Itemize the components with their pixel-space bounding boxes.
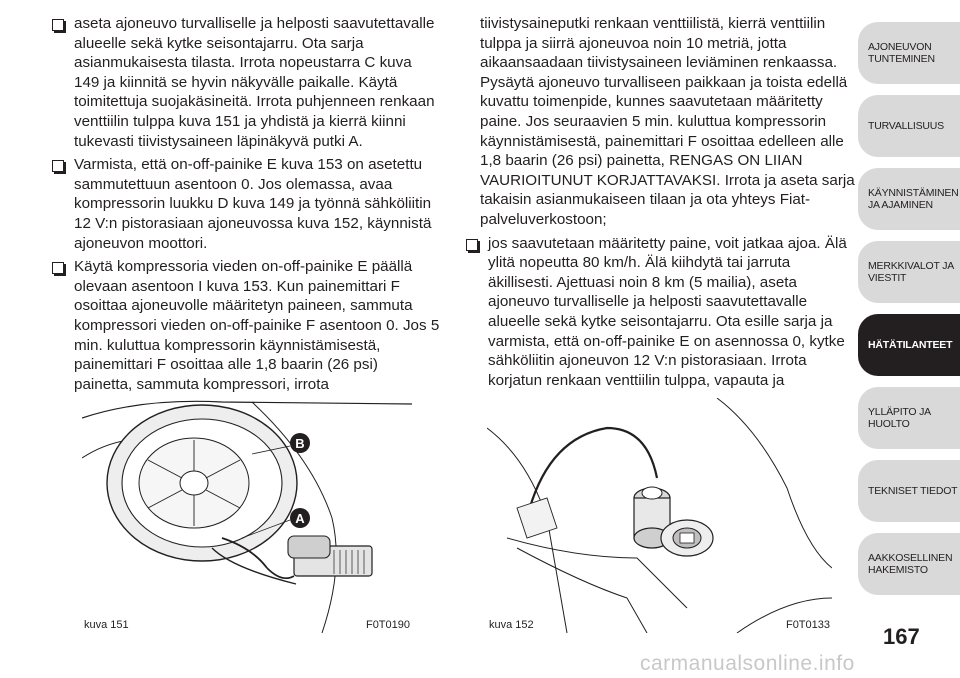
bullet-text: Varmista, että on-off-painike E kuva 153 on asetettu sammutettuun asentoon 0. Jos olemassa, avaa kompressorin luukku D kuva 149 ja työnnä sähköliitin 12 V:n pistorasiaan ajoneuvossa kuva 152, käynnistä ajoneuvon moottori. xyxy=(74,156,432,252)
checkbox-bullet-icon xyxy=(52,19,64,31)
callout-a: A xyxy=(295,511,305,526)
continuation-text: tiivistysaineputki renkaan venttiilistä, kierrä venttiilin tulppa ja siirrä ajoneuvoa noin 10 metriä, jotta aikaansaadaan tiivistysaineen leviäminen renkaassa. Pysäytä ajoneuvo turvalliseen paikkaan ja toista edellä kuvattu toimenpide, kunnes saavutetaan määritetty paine. Jos seuraavien 5 min. kuluttua kompressorin käynnistämisestä, painemittari F osoittaa edelleen alle 1,8 baarin (26 psi) painetta, RENGAS ON LIIAN VAURIOITUNUT KORJATTAVAKSI. Irrota ja aseta sarja takaisin asianmukaiseen tilaan ja ota yhteys Fiat-palveluverkostoon; xyxy=(480,15,855,228)
tab-ajoneuvon-tunteminen[interactable]: AJONEUVON TUNTEMINEN xyxy=(858,22,960,84)
bullet-text: jos saavutetaan määritetty paine, voit jatkaa ajoa. Älä ylitä nopeutta 80 km/h. Älä kiihdytä tai jarruta äkillisesti. Ajettuasi noin 8 km (5 mailia), aseta ajoneuvo turvalliselle ja helposti saavutettavalle alueelle sekä kytke seisontajarru. Ota esille sarja ja varmista, että on-off-painike E on asennossa 0, kytke sähköliitin ajoneuvon 12 V:n pistorasiaan. Irrota korjatun renkaan venttiilin tulppa, vapauta ja xyxy=(488,234,847,389)
tab-yllapito[interactable]: YLLÄPITO JA HUOLTO xyxy=(858,387,960,449)
tab-hatatilanteet[interactable]: HÄTÄTILANTEET xyxy=(858,314,960,376)
bullet-item xyxy=(52,14,440,151)
power-socket-illustration xyxy=(487,398,832,633)
figure-code: F0T0190 xyxy=(365,619,410,631)
checkbox-bullet-icon xyxy=(52,262,64,274)
section-tabs xyxy=(858,22,960,606)
callout-b: B xyxy=(295,436,305,451)
checkbox-bullet-icon xyxy=(52,160,64,172)
tire-repair-illustration xyxy=(82,398,412,633)
bullet-item xyxy=(52,257,440,394)
right-column xyxy=(466,14,856,394)
tab-turvallisuus[interactable]: TURVALLISUUS xyxy=(858,95,960,157)
figure-caption: kuva 151 xyxy=(84,619,129,631)
figure-152 xyxy=(487,398,832,633)
bullet-text: Käytä kompressoria vieden on-off-painike E päällä olevaan asentoon I kuva 153. Kun painemittari F osoittaa ajoneuvolle määritetyn paineen, sammuta kompressori vieden on-off-painike F asentoon 0. Jos 5 min. kuluttua kompressorin käynnistämisestä, painemittari F osoittaa alle 1,8 baarin (26 psi) painetta, sammuta kompressori, irrota xyxy=(74,258,440,393)
tab-kaynnistaminen[interactable]: KÄYNNISTÄMINEN JA AJAMINEN xyxy=(858,168,960,230)
page-number: 167 xyxy=(883,624,920,649)
figure-code: F0T0133 xyxy=(785,619,830,631)
bullet-item xyxy=(466,234,856,391)
watermark: carmanualsonline.info xyxy=(640,652,855,675)
bullet-text: aseta ajoneuvo turvalliselle ja helposti saavutettavalle alueelle sekä kytke seisontajarru. Ota sarja asianmukaisesta tilasta. Irrota nopeustarra C kuva 149 ja kiinnitä se hyvin näkyvälle paikalle. Käytä toimitettuja suojakäsineitä. Irrota puhjenneen renkaan venttiilin tulppa kuva 151 ja yhdistä ja kierrä kiinni tukevasti tiivistysaineen läpinäkyvä putki A. xyxy=(74,15,435,150)
tab-merkkivalot[interactable]: MERKKIVALOT JA VIESTIT xyxy=(858,241,960,303)
tab-hakemisto[interactable]: AAKKOSELLINEN HAKEMISTO xyxy=(858,533,960,595)
figure-151 xyxy=(82,398,412,633)
tab-tekniset-tiedot[interactable]: TEKNISET TIEDOT xyxy=(858,460,960,522)
checkbox-bullet-icon xyxy=(466,239,478,251)
figure-caption: kuva 152 xyxy=(489,619,534,631)
bullet-item xyxy=(52,155,440,253)
left-column xyxy=(52,14,440,398)
